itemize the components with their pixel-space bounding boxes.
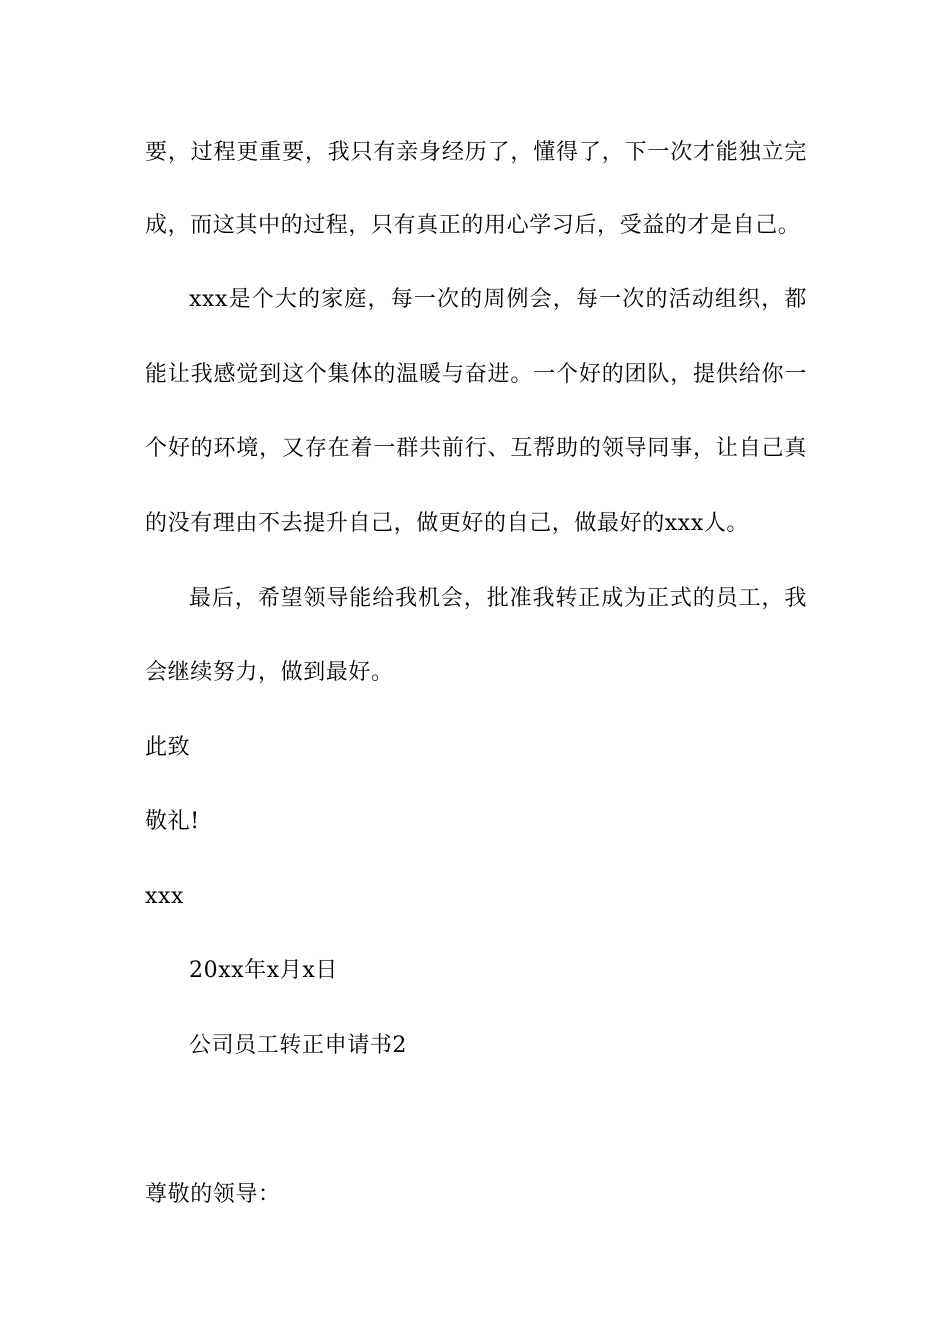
closing-jingli: 敬礼! xyxy=(145,809,200,834)
paragraph-1-line-2: 成，而这其中的过程，只有真正的用心学习后，受益的才是自己。 xyxy=(145,213,801,238)
paragraph-3-line-1: 最后，希望领导能给我机会，批准我转正成为正式的员工，我 xyxy=(189,586,807,611)
paragraph-3-line-2: 会继续努力，做到最好。 xyxy=(145,660,394,685)
salutation: 尊敬的领导： xyxy=(145,1182,281,1207)
next-document-title: 公司员工转正申请书2 xyxy=(189,1033,407,1058)
signature: xxx xyxy=(145,884,185,909)
paragraph-2-line-1: xxx是个大的家庭，每一次的周例会，每一次的活动组织，都 xyxy=(189,287,807,312)
paragraph-2-line-4: 的没有理由不去提升自己，做更好的自己，做最好的xxx人。 xyxy=(145,511,750,536)
paragraph-1-line-1: 要，过程更重要，我只有亲身经历了，懂得了，下一次才能独立完 xyxy=(145,140,807,165)
paragraph-2-line-2: 能让我感觉到这个集体的温暖与奋进。一个好的团队，提供给你一 xyxy=(145,362,807,387)
closing-zhici: 此致 xyxy=(145,735,191,760)
paragraph-2-line-3: 个好的环境，又存在着一群共前行、互帮助的领导同事，让自己真 xyxy=(145,436,807,461)
date: 20xx年x月x日 xyxy=(189,958,339,983)
